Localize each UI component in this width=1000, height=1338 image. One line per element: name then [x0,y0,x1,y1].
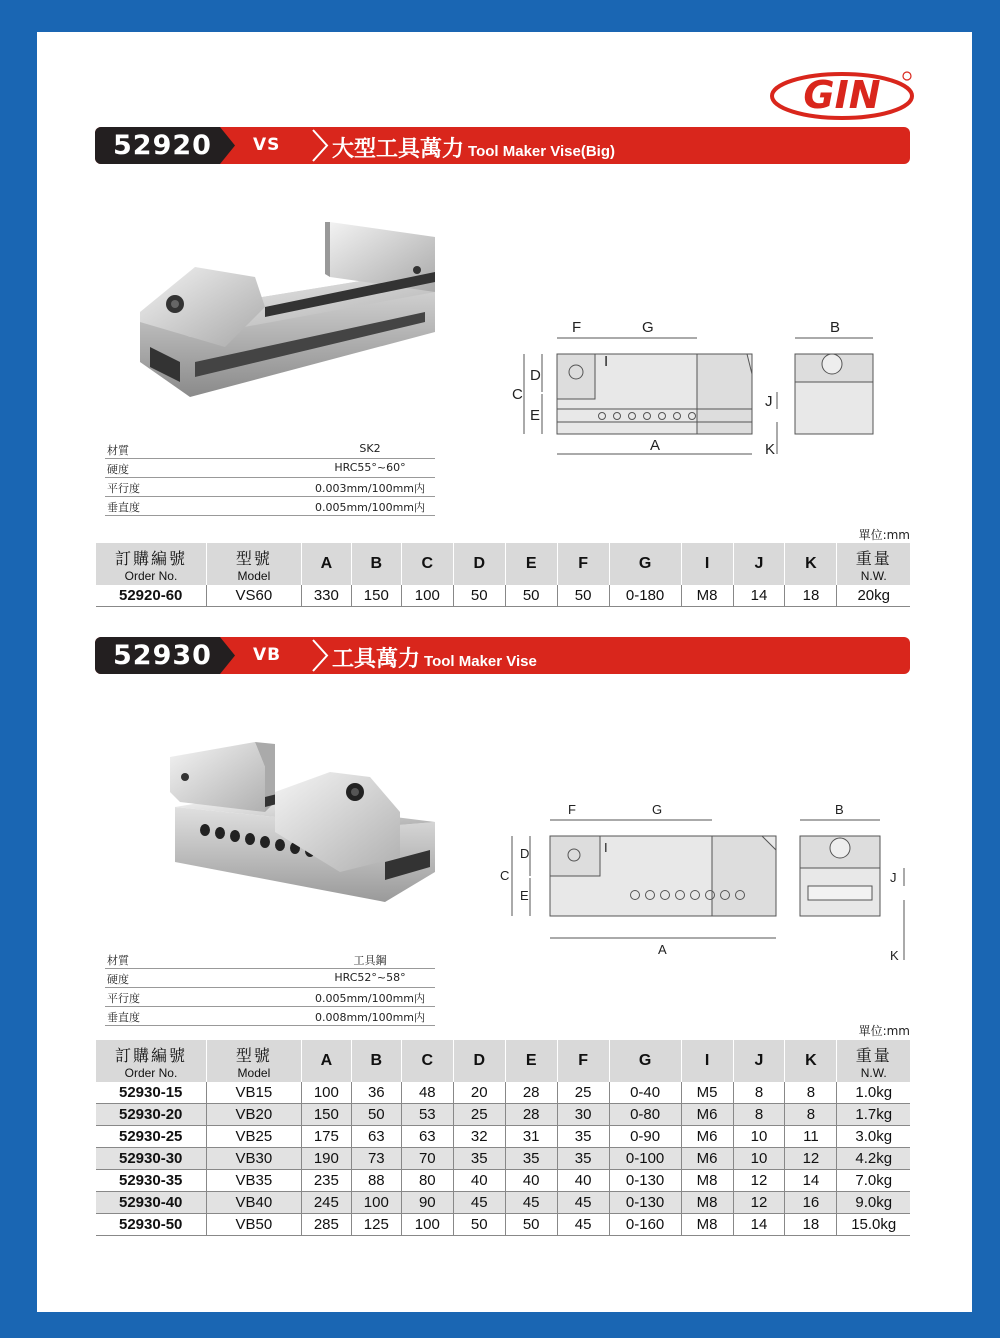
dim-label-e: E [530,407,541,424]
chevron-icon [309,637,333,674]
table-body [96,585,911,607]
product-title: 大型工具萬力 Tool Maker Vise(Big) [332,137,615,162]
table-row: 52930-15 VB15 100 36 48 20 28 25 0-40 M5 8 8 1.0kg [96,1082,911,1104]
product-code: 52920 [113,130,212,161]
table-row: 52930-25 VB25 175 63 63 32 31 35 0-90 M6 10 11 3.0kg [96,1126,911,1148]
table-row: 52930-20 VB20 150 50 53 25 28 30 0-80 M6 8 8 1.7kg [96,1104,911,1126]
table-row: 52920-60 VS60 330 150 100 50 50 50 0-180 M8 14 18 20kg [96,585,911,607]
table-row: 52930-40 VB40 245 100 90 45 45 45 0-130 M8 12 16 9.0kg [96,1192,911,1214]
table-header-row: 訂購編號 Order No. 型號 Model A B C D E F G I J K 重量 N.W. [96,1040,911,1082]
table-body [96,1082,911,1236]
brand-logo [767,62,917,124]
spec-table-vb [95,1040,910,1236]
dim-label-a: A [658,942,667,957]
logo-text: GIN [803,73,881,117]
material-specs-vs: 材質 SK2 硬度 HRC55°~60° 平行度 0.003mm/100mm内 垂直度 0.005mm/100mm内 [105,440,435,516]
material-specs-vb: 材質 工具鋼 硬度 HRC52°~58° 平行度 0.005mm/100mm内 垂直度 0.008mm/100mm内 [105,950,435,1026]
product-photo-vb [165,732,440,907]
dim-label-f: F [568,802,576,817]
dim-label-g: G [652,802,663,817]
dim-label-c: C [512,386,523,403]
dim-label-i: I [604,353,609,370]
catalog-page [37,32,972,1312]
dim-label-c: C [500,868,510,883]
dim-label-k: K [765,441,776,458]
chevron-icon [309,127,333,164]
dim-label-b: B [830,319,841,336]
table-header-row: 訂購編號 Order No. 型號 Model A B C D E F G I J K 重量 N.W. [96,543,911,585]
dim-label-j: J [890,870,897,885]
dim-label-e: E [520,888,529,903]
product-photo-vs [135,212,445,407]
product-model: VS [253,135,281,155]
table-row: 52930-50 VB50 285 125 100 50 50 45 0-160 M8 14 18 15.0kg [96,1214,911,1236]
dim-label-g: G [642,319,654,336]
table-row: 52930-35 VB35 235 88 80 40 40 40 0-130 M8 12 14 7.0kg [96,1170,911,1192]
unit-label: 單位:mm [858,528,910,542]
dimension-diagram-vb [492,800,912,980]
section-banner-52930 [95,637,910,674]
dim-label-f: F [572,319,582,336]
product-model: VB [253,645,282,665]
dim-label-i: I [604,840,608,855]
dim-label-b: B [835,802,844,817]
product-title: 工具萬力 Tool Maker Vise [332,647,537,672]
section-banner-52920 [95,127,910,164]
unit-label: 單位:mm [858,1024,910,1038]
dim-label-j: J [765,393,773,410]
table-row: 52930-30 VB30 190 73 70 35 35 35 0-100 M6 10 12 4.2kg [96,1148,911,1170]
dim-label-d: D [520,846,530,861]
spec-table-vs [95,543,910,607]
product-code: 52930 [113,640,212,671]
dimension-diagram-vs [512,314,882,464]
dim-label-a: A [650,437,661,454]
dim-label-k: K [890,948,899,963]
dim-label-d: D [530,367,541,384]
